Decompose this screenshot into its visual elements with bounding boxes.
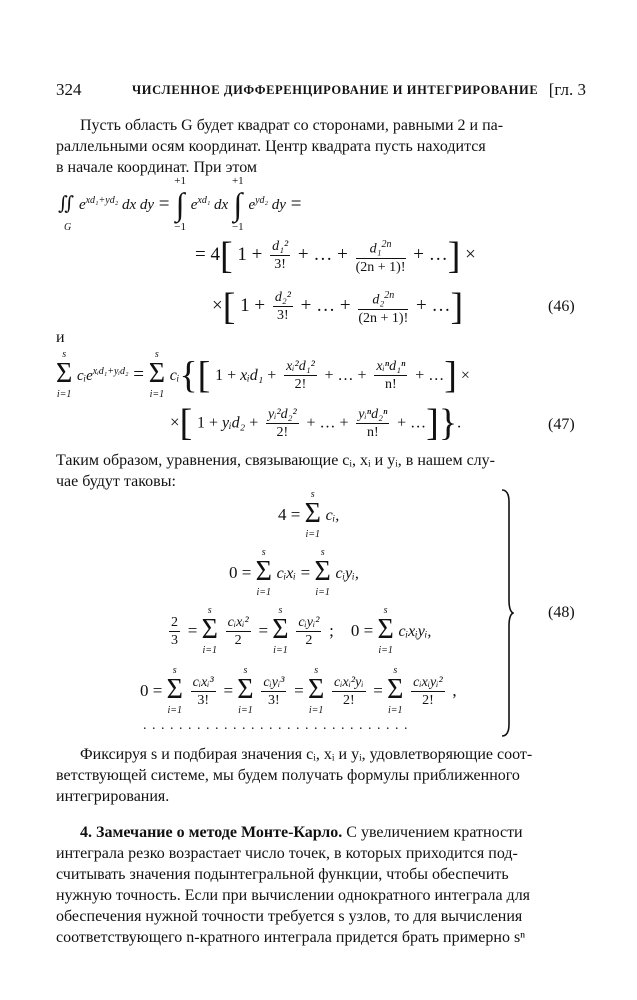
- right-brace: [500, 488, 514, 738]
- running-header: [56, 80, 586, 102]
- text-line: раллельными осям координат. Центр квадрата пусть находится: [56, 138, 486, 155]
- running-title: ЧИСЛЕННОЕ ДИФФЕРЕНЦИРОВАНИЕ И ИНТЕГРИРОВАНИЕ: [132, 83, 539, 97]
- equation-46-line-3: ×[ 1 + $\frac{\text{d₂²}}{3!}$ + … + $\frac{d_2^{2n}}{(2n + 1)!}$ + …]: [212, 285, 464, 328]
- paragraph-system-intro: [56, 450, 582, 492]
- text-line: обеспечения нужной точности требуется s узлов, то для вычисления: [56, 908, 523, 925]
- text-line: интеграла резко возрастает число точек, в которых приходится под-: [56, 845, 518, 862]
- text-line: считывать значения подынтегральной функции, чтобы обеспечить: [56, 866, 509, 883]
- text-line: Пусть область G будет квадрат со сторонами, равными 2 и па-: [80, 117, 504, 134]
- equation-46-line-1: ∬ G $e^{xd_1+yd_2}$ dx dy = +1 ∫ −1 $e^{xd_1}$ dx +1 ∫ −1 $e^{yd_2}$ dy =: [58, 175, 302, 233]
- equation-48-line-4: 0 = s Σ i=1 $\frac{\text{cᵢxᵢ³}}{3!}$ = s Σ i=1 $\frac{\text{cᵢyᵢ³}}{3!}$ = s Σ i=1 $\frac{\text{cᵢxᵢ²yᵢ}}{2!}$ = s Σ i=1 $\frac{\text{cᵢxᵢyᵢ²}}{2!}$ ,: [140, 665, 457, 716]
- page-number: 324: [56, 80, 82, 99]
- equation-47-line-2: ×[ 1 + yᵢd₂ + $\frac{\text{yᵢ²d₂²}}{2!}$ + … + $\frac{\text{yᵢⁿd₂ⁿ}}{n!}$ + …]}.: [170, 402, 462, 444]
- equation-46-line-2: = 4[ 1 + $\frac{\text{d₁²}}{3!}$ + … + $\frac{d_1^{2n}}{(2n + 1)!}$ + …] ×: [195, 234, 476, 277]
- paragraph-fixing-s: [56, 744, 582, 807]
- equation-48-line-2: 0 = s Σ i=1 cᵢxᵢ = s Σ i=1 cᵢyᵢ,: [229, 547, 359, 598]
- text-line: соответствующего n-кратного интеграла придется брать примерно sⁿ: [56, 929, 526, 946]
- equation-number-47: (47): [548, 416, 575, 433]
- section-heading: 4. Замечание о методе Монте-Карло.: [80, 824, 343, 841]
- text-line: в начале координат. При этом: [56, 159, 258, 176]
- equation-48-line-1: 4 = s Σ i=1 cᵢ,: [278, 489, 340, 540]
- equation-47-line-1: s Σ i=1 cᵢe$^{xᵢd_1+yᵢd_2}$ = s Σ i=1 cᵢ{[ 1 + xᵢd₁ + $\frac{\text{xᵢ²d₁²}}{2!}$ + … + $\frac{\text{xᵢⁿd₁ⁿ}}{n!}$ + …] ×: [56, 349, 470, 400]
- conjunction-and: и: [56, 329, 65, 346]
- text-line: ветствующей системе, мы будем получать формулы приближенного: [56, 767, 520, 784]
- text-line: чае будут таковы:: [56, 473, 176, 490]
- text-line: Фиксируя s и подбирая значения cᵢ, xᵢ и yᵢ, удовлетворяющие соот-: [80, 746, 533, 763]
- section-text: С увеличением кратности: [346, 824, 523, 841]
- paragraph-intro: [56, 115, 582, 178]
- equation-48-line-3: $\frac{2}{3}$ = s Σ i=1 $\frac{\text{cᵢxᵢ²}}{2}$ = s Σ i=1 $\frac{\text{cᵢyᵢ²}}{2}$ ; 0 = s Σ i=1 cᵢxᵢyᵢ,: [171, 605, 432, 656]
- text-line: нужную точность. Если при вычислении однократного интеграла для: [56, 887, 531, 904]
- text-line: Таким образом, уравнения, связывающие cᵢ, xᵢ и yᵢ, в нашем слу-: [56, 452, 495, 469]
- equation-number-48: (48): [548, 604, 575, 621]
- text-line: интегрирования.: [56, 788, 170, 805]
- chapter-label: [гл. 3: [548, 80, 586, 99]
- equation-48-dots: . . . . . . . . . . . . . . . . . . . . . . . . . . . . . .: [143, 718, 409, 733]
- equation-number-46: (46): [548, 298, 575, 315]
- text-line: [56, 822, 582, 843]
- section-monte-carlo: [56, 822, 582, 948]
